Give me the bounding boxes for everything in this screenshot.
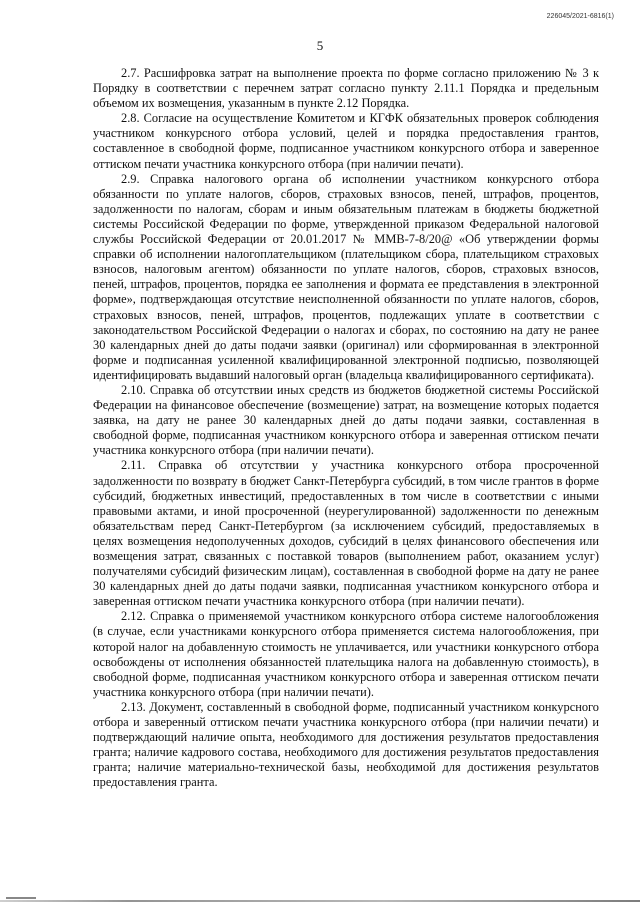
paragraph-2-10: 2.10. Справка об отсутствии иных средств из бюджетов бюджетной системы Российской Федерации на финансовое обеспечение (возмещение) затрат, на возмещение которых подается заявка, на дату не ранее 30 календарных дней до даты подачи заявки, составленная в свободной форме, подписанная участником конкурсного отбора и заверенная оттиском печати участника конкурсного отбора (при наличии печати). xyxy=(93,382,599,458)
paragraph-2-8: 2.8. Согласие на осуществление Комитетом и КГФК обязательных проверок соблюдения участником конкурсного отбора условий, целей и порядка предоставления грантов, составленное в свободной форме, подписанное участником конкурсного отбора и заверенное оттиском печати участника конкурсного отбора (при наличии печати). xyxy=(93,111,599,171)
page-number: 5 xyxy=(316,38,324,53)
scan-bottom-edge xyxy=(0,900,640,902)
paragraph-2-7: 2.7. Расшифровка затрат на выполнение проекта по форме согласно приложению № 3 к Порядку в соответствии с перечнем затрат согласно пункту 2.11.1 Порядка и предельным объемом их возмещения, указанным в пункте 2.12 Порядка. xyxy=(93,66,599,111)
paragraph-2-9: 2.9. Справка налогового органа об исполнении участником конкурсного отбора обязанности по уплате налогов, сборов, страховых взносов, пеней, штрафов, процентов, задолженности по налогам, сборам и иным обязательным платежам в бюджеты бюджетной системы Российской Федерации по форме, утвержденной приказом Федеральной налоговой службы Российской Федерации от 20.01.2017 № ММВ-7-8/20@ «Об утверждении формы справки об исполнении налогоплательщиком (плательщиком сбора, плательщиком страховых взносов, налоговым агентом) обязанности по уплате налогов, сборов, страховых взносов, пеней, штрафов, процентов, порядка ее заполнения и формата ее представления в электронной форме», подтверждающая отсутствие неисполненной обязанности по уплате налогов, сборов, страховых взносов, пеней, штрафов, процентов, подлежащих уплате в соответствии с законодательством Российской Федерации о налогах и сборах, по состоянию на дату не ранее 30 календарных дней до даты подачи заявки (оригинал) или сформированная в электронной форме и подписанная усиленной квалифицированной электронной подписью, позволяющей идентифицировать выдавший налоговый орган (владельца квалифицированного сертификата). xyxy=(93,171,599,382)
document-body xyxy=(93,66,599,791)
paragraph-2-11: 2.11. Справка об отсутствии у участника конкурсного отбора просроченной задолженности по возврату в бюджет Санкт-Петербурга субсидий, в том числе грантов в форме субсидий, бюджетных инвестиций, предоставленных в том числе в соответствии с иными правовыми актами, и иной просроченной (неурегулированной) задолженности по денежным обязательствам перед Санкт-Петербургом (за исключением субсидий, предоставляемых в целях возмещения недополученных доходов, субсидий в целях финансового обеспечения или возмещения затрат, связанных с поставкой товаров (выполнением работ, оказанием услуг) получателями субсидий физическим лицам), составленная в свободной форме на дату не ранее 30 календарных дней до даты подачи заявки, подписанная участником конкурсного отбора и заверенная оттиском печати участника конкурсного отбора (при наличии печати). xyxy=(93,458,599,609)
paragraph-2-12: 2.12. Справка о применяемой участником конкурсного отбора системе налогообложения (в случае, если участниками конкурсного отбора применяется система налогообложения, при которой налог на добавленную стоимость не уплачивается, или участники конкурсного отбора освобождены от исполнения обязанностей плательщика налога на добавленную стоимость), в свободной форме, подписанная участником конкурсного отбора и заверенная оттиском печати участника конкурсного отбора (при наличии печати). xyxy=(93,609,599,699)
document-id: 226045/2021-6816(1) xyxy=(546,13,614,20)
scan-artifact-mark xyxy=(6,897,36,899)
paragraph-2-13: 2.13. Документ, составленный в свободной форме, подписанный участником конкурсного отбора и заверенный оттиском печати участника конкурсного отбора (при наличии печати) и подтверждающий наличие опыта, необходимого для достижения результатов предоставления гранта; наличие кадрового состава, необходимого для достижения результатов предоставления гранта; наличие материально-технической базы, необходимой для достижения результатов предоставления гранта. xyxy=(93,699,599,790)
